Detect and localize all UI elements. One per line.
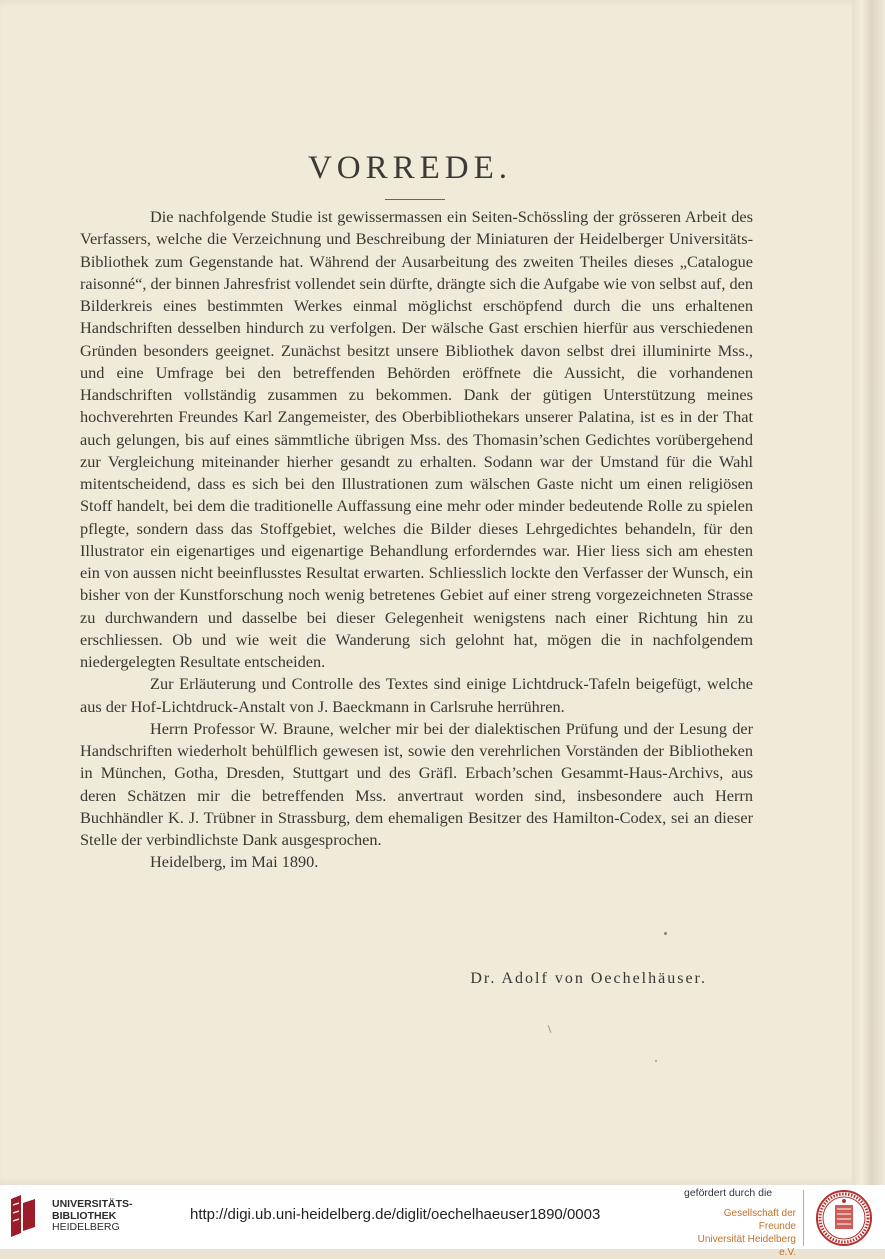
library-name bbox=[52, 1199, 133, 1234]
permalink-url[interactable]: http://digi.ub.uni-heidelberg.de/diglit/oechelhaeuser1890/0003 bbox=[190, 1206, 601, 1223]
paper-speck bbox=[664, 932, 667, 935]
paragraph-3: Herrn Professor W. Braune, welcher mir bei der dialektischen Prüfung und der Lesung der Handschriften wiederholt behülflich gewesen ist, sowie den verehrlichen Vorständen der Bibliotheken in München, Gotha, Dresden, Stuttgart und des Gräfl. Erbach’schen Gesammt-Haus-Archivs, aus deren Schätzen mir die betreffenden Mss. anvertraut worden sind, insbesondere auch Herrn Buchhändler K. J. Trübner in Strassburg, dem ehemaligen Besitzer des Hamilton-Codex, sei an dieser Stelle der verbindlichste Dank ausgesprochen. bbox=[80, 718, 753, 849]
paper-speck bbox=[655, 1060, 657, 1062]
footer-divider bbox=[803, 1190, 804, 1246]
date-line: Heidelberg, im Mai 1890. bbox=[150, 852, 319, 872]
university-seal-icon bbox=[815, 1189, 873, 1247]
society-name bbox=[688, 1207, 796, 1259]
paragraph-2: Zur Erläuterung und Controlle des Textes sind einige Lichtdruck-Tafeln beigefügt, welche aus der Hof-Lichtdruck-Anstalt von J. Baeckmann in Carlsruhe herrühren. bbox=[80, 674, 753, 716]
page-edge bbox=[852, 0, 885, 1185]
title-rule bbox=[385, 199, 445, 200]
library-name-line1: UNIVERSITÄTS- bbox=[52, 1198, 133, 1210]
society-name-line1: Gesellschaft der Freunde bbox=[723, 1208, 796, 1232]
society-name-line2: Universität Heidelberg e.V. bbox=[697, 1234, 796, 1258]
preface-body bbox=[80, 206, 753, 874]
library-name-line2: BIBLIOTHEK bbox=[52, 1209, 117, 1222]
university-library-logo-icon bbox=[9, 1193, 37, 1239]
funded-by-label: gefördert durch die bbox=[684, 1187, 773, 1199]
paragraph-1: Die nachfolgende Studie ist gewissermassen ein Seiten-Schössling der grösseren Arbeit des Verfassers, welche die Verzeichnung und Beschreibung der Miniaturen der Heidelberger Universitäts-Bibliothek zum Gegenstande hat. Während der Ausarbeitung des zweiten Theiles dieses „Catalogue raisonné“, der binnen Jahresfrist vollendet sein dürfte, drängte sich die Aufgabe wie von selbst auf, den Bilderkreis eines bestimmten Werkes einmal möglichst erschöpfend durch die uns erhaltenen Handschriften desselben hindurch zu verfolgen. Der wälsche Gast erschien hierfür aus verschiedenen Gründen besonders geeignet. Zunächst besitzt unsere Bibliothek davon selbst drei illuminirte Mss., und eine Umfrage bei den betreffenden Behörden eröffnete die Aussicht, die vorhandenen Handschriften vollständig zusammen zu bekommen. Dank der gütigen Unterstützung meines hochverehrten Freundes Karl Zangemeister, des Oberbibliothekars unserer Palatina, ist es in der That auch gelungen, bis auf eines sämmtliche übrigen Mss. des Thomasin’schen Gedichtes vorübergehend zur Vergleichung miteinander hierher gesandt zu erhalten. Sodann war der Umstand für die Wahl mitentscheidend, dass es sich bei den Illustrationen zum wälschen Gaste nicht um einen religiösen Stoff handelt, bei dem die traditionelle Auffassung eine mehr oder minder bedeutende Rolle zu spielen pflegte, sondern dass das Stoffgebiet, welches die Bilder dieses Lehrgedichtes behandeln, für den Illustrator ein eigenartiges und eigenartige Behandlung erforderndes war. Hier liess sich am ehesten ein von aussen nicht beeinflusstes Resultat erwarten. Schliesslich lockte den Verfasser der Wunsch, ein bisher von der Kunstforschung noch wenig betretenes Gebiet auf einer streng vorgezeichneten Strasse zu durchwandern und dasselbe bei dieser Gelegenheit wenigstens nach einer Richtung hin zu erschliessen. Ob und wie weit die Wanderung sich gelohnt hat, mögen die in nachfolgendem niedergelegten Resultate entscheiden. bbox=[80, 207, 753, 671]
author-signature: Dr. Adolf von Oechelhäuser. bbox=[470, 970, 707, 987]
page-title: VORREDE. bbox=[307, 150, 513, 186]
library-name-line3: HEIDELBERG bbox=[52, 1221, 120, 1233]
